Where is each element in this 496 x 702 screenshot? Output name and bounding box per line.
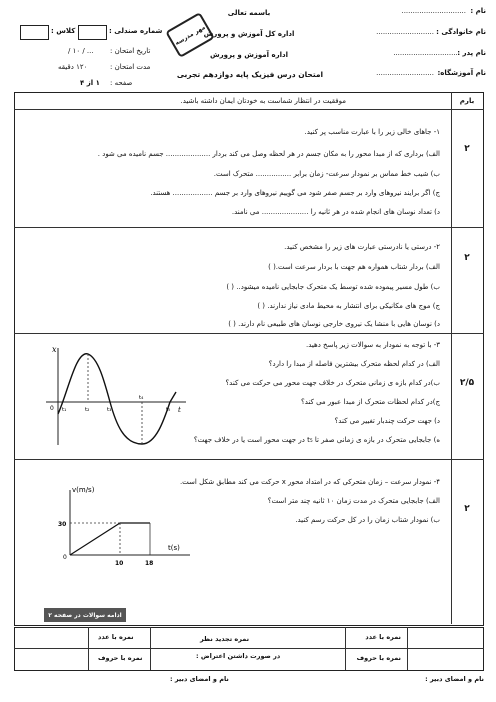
score-digits-right: نمره با عدد <box>365 633 401 641</box>
father-field[interactable]: .............................. <box>393 49 460 57</box>
position-curve <box>58 354 176 444</box>
q1-line: ب) شیب خط مماس بر نمودار سرعت- زمان برابر ................ متحرک است. <box>213 170 440 178</box>
q3-line: ب)در کدام بازه ی زمانی متحرک در خلاف جهت محور می حرکت می کند؟ <box>225 379 440 387</box>
family-field[interactable]: .......................... <box>376 28 434 36</box>
graph-x-label: t(s) <box>168 544 180 552</box>
footer-frame <box>14 627 484 671</box>
q2-line: ج) موج های مکانیکی برای انتشار به محیط مادی نیاز ندارند. ( ) <box>257 302 440 310</box>
q1-line: ج) اگر برایند نیروهای وارد بر جسم صفر شود می گوییم نیروهای وارد بر جسم .................. هستند. <box>150 189 440 197</box>
father-label: نام پدر : <box>457 49 486 57</box>
continue-note-text: ادامه سوالات در صفحه ۲ <box>48 611 122 619</box>
continue-note <box>44 608 126 622</box>
row-divider-3 <box>14 459 484 460</box>
q3-line: الف) در کدام لحظه متحرک بیشترین فاصله از مبدا را دارد؟ <box>268 360 440 368</box>
graph-origin: 0 <box>50 405 54 412</box>
q2-line: د) نوسان هایی با منشا یک نیروی خارجی نوسان های طبیعی نام دارند. ( ) <box>228 320 440 328</box>
footer-col-4 <box>88 627 89 670</box>
tick-label: 18 <box>145 560 154 567</box>
tick-label: 30 <box>58 521 67 528</box>
seat-label: شماره صندلی : <box>109 27 163 35</box>
q3-line: د) جهت حرکت چندبار تغییر می کند؟ <box>334 417 440 425</box>
duration-label: مدت امتحان : <box>110 63 151 71</box>
footer-col-1 <box>407 627 408 670</box>
tick-label: 10 <box>115 560 124 567</box>
duration-value: ۱۲۰ دقیقه <box>58 63 88 71</box>
header-row-divider <box>14 109 484 110</box>
footer-col-2 <box>345 627 346 670</box>
graph-x-label: t <box>178 406 181 414</box>
dept-local: اداره آموزش و پرورش <box>209 51 289 59</box>
class-box[interactable] <box>20 25 49 40</box>
q2-line: ۲- درستی یا نادرستی عبارت های زیر را مشخص کنید. <box>284 243 440 251</box>
reviewed-label: نمره تجدید نظر <box>200 635 250 643</box>
date-label: تاریخ امتحان : <box>110 47 151 55</box>
footer-col-3 <box>150 627 151 670</box>
exam-title: امتحان درس فیزیک پایه دوازدهم تجربی <box>176 70 324 79</box>
graph-origin: 0 <box>63 554 67 561</box>
school-field[interactable]: .......................... <box>376 69 434 77</box>
seat-box[interactable] <box>78 25 107 40</box>
dept-general: اداره کل آموزش و پرورش <box>203 30 295 38</box>
q1-line: د) تعداد نوسان های انجام شده در هر ثانیه را ..................... می نامند. <box>231 208 440 216</box>
score-letters-left: نمره با حروف <box>98 654 143 662</box>
tick-label: t₂ <box>85 407 90 413</box>
teacher-signature-right: نام و امضای دبیر : <box>425 675 484 683</box>
q3-line: ۳- با توجه به نمودار به سوالات زیر پاسخ دهید. <box>306 341 440 349</box>
name-label: نام : <box>470 7 486 15</box>
date-value: / ۱۰ / ... <box>68 47 94 55</box>
q2-score: ۲ <box>464 253 470 263</box>
name-field[interactable]: ............................. <box>401 7 466 15</box>
footer-row-divider <box>14 648 484 649</box>
velocity-time-graph <box>50 470 200 580</box>
tick-label: t₃ <box>107 407 112 413</box>
score-header: بارم <box>459 97 475 105</box>
q4-score: ۲ <box>464 504 470 514</box>
q1-score: ۲ <box>464 144 470 154</box>
row-divider-2 <box>14 333 484 334</box>
family-label: نام خانوادگی : <box>436 28 486 36</box>
tick-label: t₄ <box>139 395 144 401</box>
q2-line: ب) طول مسیر پیموده شده توسط یک متحرک جابجایی نامیده میشود.. ( ) <box>226 283 440 291</box>
basmala: باسمه تعالی <box>227 9 271 17</box>
q3-score: ۲/۵ <box>459 378 475 388</box>
q2-line: الف) بردار شتاب همواره هم جهت با بردار سرعت است.( ) <box>268 263 440 271</box>
objection-label: در صورت داشتن اعتراض : <box>196 652 281 660</box>
class-label: کلاس : <box>51 27 76 35</box>
graph-y-label: x <box>52 345 57 354</box>
row-divider-1 <box>14 227 484 228</box>
stamp-text: مهر مدرسه <box>173 23 207 47</box>
score-digits-left: نمره با عدد <box>98 633 134 641</box>
school-label: نام آموزشگاه: <box>437 69 486 77</box>
q1-line: الف) برداری که از مبدا محور را به مکان جسم در هر لحظه وصل می کند بردار .................... جسم نامیده می شود . <box>97 150 440 158</box>
q3-line: ج)در کدام لحظات متحرک از مبدا عبور می کند؟ <box>301 398 440 406</box>
tick-label: t₅ <box>166 407 171 413</box>
q1-line: ۱- جاهای خالی زیر را با عبارت مناسب پر کنید. <box>304 128 440 136</box>
score-letters-right: نمره با حروف <box>356 654 401 662</box>
score-column-divider <box>451 92 452 624</box>
velocity-line <box>70 523 150 555</box>
page-value: ۱ از ۴ <box>80 79 100 87</box>
q4-line: ۴- نمودار سرعت – زمان متحرکی که در امتداد محور x حرکت می کند مطابق شکل است. <box>179 478 440 486</box>
graph-y-label: v(m/s) <box>72 486 95 494</box>
tick-label: t₁ <box>62 407 67 413</box>
q3-line: ه) جابجایی متحرک در بازه ی زمانی صفر تا t₅ در جهت محور است یا در خلاف جهت؟ <box>193 436 440 444</box>
motto: موفقیت در انتظار شماست به خودتان ایمان داشته باشید. <box>180 97 346 105</box>
q4-line: ب) نمودار شتاب زمان را در کل حرکت رسم کنید. <box>295 516 440 524</box>
q4-line: الف) جابجایی متحرک در مدت زمان ۱۰ ثانیه چند متر است؟ <box>267 497 440 505</box>
teacher-signature-left: نام و امضای دبیر : <box>170 675 229 683</box>
page-label: صفحه : <box>110 79 133 87</box>
position-time-graph <box>38 340 188 450</box>
